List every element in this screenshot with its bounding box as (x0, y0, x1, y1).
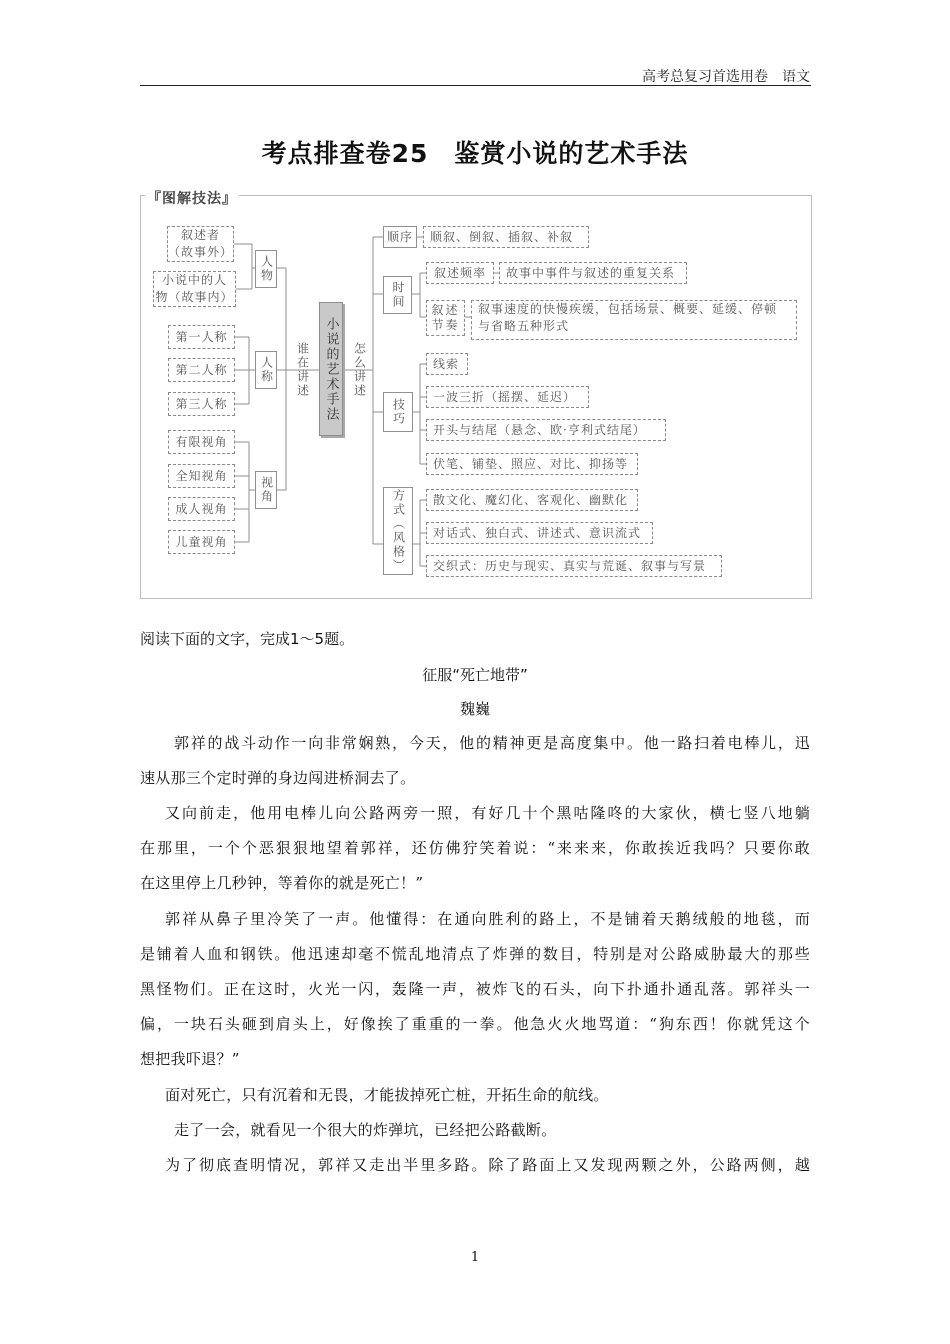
order-group-box: 顺序 (383, 226, 417, 248)
story-line: 偏，一块石头砸到肩头上，好像挨了重重的一拳。他急火火地骂道：“狗东西！你就凭这个 (140, 1015, 810, 1033)
rhythm-box: 叙述节奏 (426, 300, 465, 336)
story-line: 在这里停上几秒钟，等着你的就是死亡！” (140, 874, 424, 892)
narrator-inside-line2: 物（故事内） (155, 290, 234, 304)
technique-diagram (140, 191, 812, 599)
rhythm-detail-line2: 与省略五种形式 (478, 319, 570, 333)
story-author: 魏巍 (459, 700, 490, 718)
rhythm-detail-box (471, 300, 797, 340)
story-line: 郭祥从鼻子里冷笑了一声。他懂得：在通向胜利的路上，不是铺着天鹅绒般的地毯，而 (165, 910, 810, 928)
limited-view-box: 有限视角 (168, 430, 235, 454)
omniscient-view-box: 全知视角 (168, 464, 235, 488)
prose-style-box: 散文化、魔幻化、客观化、幽默化 (426, 489, 638, 511)
style-group-box: 方式（风格） (383, 487, 413, 575)
narrator-outside-box (167, 226, 234, 262)
interweave-style-box: 交织式：历史与现实、真实与荒诞、叙事与写景 (426, 555, 722, 577)
twists-box: 一波三折（摇摆、延迟） (426, 386, 589, 408)
story-line: 是铺着人血和钢铁。他迅速却毫不慌乱地清点了炸弹的数目，特别是对公路威胁最大的那些 (140, 945, 810, 963)
order-detail-box: 顺叙、倒叙、插叙、补叙 (423, 226, 589, 248)
second-person-box: 第二人称 (168, 358, 235, 382)
reading-instruction: 阅读下面的文字，完成1～5题。 (140, 630, 355, 648)
frequency-detail-box: 故事中事件与叙述的重复关系 (499, 262, 687, 284)
third-person-box: 第三人称 (168, 392, 235, 416)
adult-view-box: 成人视角 (168, 497, 235, 521)
rhythm-detail-line1: 叙事速度的快慢疾缓，包括场景、概要、延缓、停顿 (478, 302, 778, 316)
running-header: 高考总复习首选用卷 语文 (642, 69, 810, 85)
clue-box: 线索 (426, 353, 468, 375)
story-line: 速从那三个定时弹的身边闯进桥洞去了。 (140, 769, 416, 787)
person-group-box: 人称 (255, 351, 277, 389)
frequency-box: 叙述频率 (426, 262, 494, 284)
narrator-inside-line1: 小说中的人 (161, 273, 227, 287)
character-group-box: 人物 (255, 250, 277, 288)
narrator-outside-line1: 叙述者 (180, 228, 220, 242)
diagram-tag: 『图解技法』 (145, 188, 239, 208)
story-title: 征服“死亡地带” (422, 666, 528, 684)
page-number: 1 (470, 1250, 480, 1265)
narrator-inside-box (153, 271, 236, 307)
story-line: 为了彻底查明情况，郭祥又走出半里多路。除了路面上又发现两颗之外，公路两侧，越 (165, 1156, 810, 1174)
opening-ending-box: 开头与结尾（悬念、欧·亨利式结尾） (426, 419, 666, 441)
perspective-group-box: 视角 (255, 471, 277, 509)
how-narrates-label: 怎么讲述 (352, 342, 367, 398)
first-person-box: 第一人称 (168, 325, 235, 349)
narrator-outside-line2: （故事外） (168, 245, 234, 259)
story-line: 在那里，一个个恶狠狠地望着郭祥，还仿佛狞笑着说：“来来来，你敢挨近我吗？只要你敢 (140, 839, 810, 857)
story-line: 想把我吓退？” (140, 1050, 240, 1068)
center-topic-box: 小说的艺术手法 (319, 302, 343, 436)
foreshadowing-box: 伏笔、铺垫、照应、对比、抑扬等 (426, 453, 638, 475)
story-line: 面对死亡，只有沉着和无畏，才能拔掉死亡桩，开拓生命的航线。 (165, 1086, 609, 1104)
story-line: 郭祥的战斗动作一向非常娴熟，今天，他的精神更是高度集中。他一路扫着电棒儿，迅 (174, 734, 810, 752)
dialogue-style-box: 对话式、独白式、讲述式、意识流式 (426, 522, 653, 544)
child-view-box: 儿童视角 (168, 530, 235, 554)
page-title: 考点排查卷25 鉴赏小说的艺术手法 (261, 139, 689, 168)
story-line: 走了一会，就看见一个很大的炸弹坑，已经把公路截断。 (174, 1121, 557, 1139)
technique-group-box: 技巧 (383, 392, 413, 432)
header-rule (140, 85, 811, 86)
time-group-box: 时间 (383, 276, 412, 314)
who-narrates-label: 谁在讲述 (295, 342, 310, 398)
story-line: 又向前走，他用电棒儿向公路两旁一照，有好几十个黑咕隆咚的大家伙，横七竖八地躺 (165, 804, 810, 822)
story-line: 黑怪物们。正在这时，火光一闪，轰隆一声，被炸飞的石头，向下扑通扑通乱落。郭祥头一 (140, 980, 810, 998)
